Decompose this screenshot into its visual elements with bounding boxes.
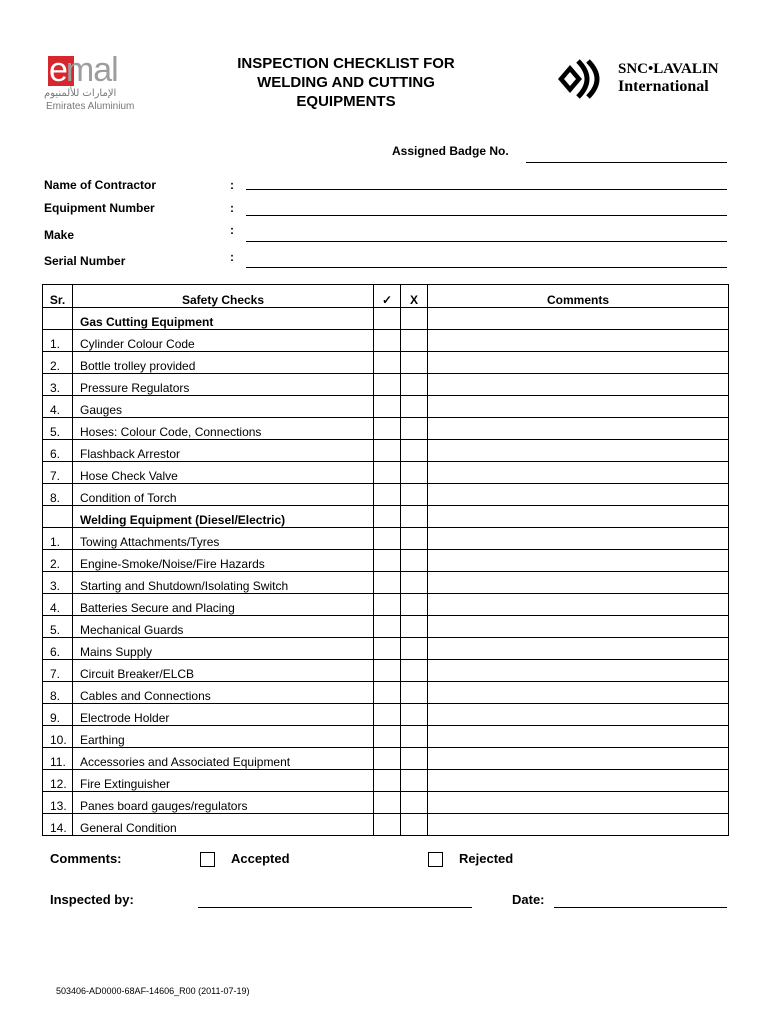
comments-cell[interactable] [428, 352, 729, 374]
tick-cell[interactable] [374, 616, 401, 638]
tick-cell[interactable] [374, 682, 401, 704]
comments-cell[interactable] [428, 748, 729, 770]
row-check-item: General Condition [73, 814, 374, 836]
tick-cell[interactable] [374, 792, 401, 814]
emal-english-text: Emirates Aluminium [46, 101, 135, 112]
tick-cell[interactable] [374, 770, 401, 792]
table-row [43, 814, 729, 836]
row-sr: 6. [43, 638, 73, 660]
comments-cell[interactable] [428, 550, 729, 572]
table-row [43, 682, 729, 704]
row-check-item: Panes board gauges/regulators [73, 792, 374, 814]
row-sr: 1. [43, 528, 73, 550]
comments-cell[interactable] [428, 506, 729, 528]
serial-number-label: Serial Number [44, 254, 126, 268]
cross-cell[interactable] [401, 726, 428, 748]
cross-cell[interactable] [401, 440, 428, 462]
comments-cell[interactable] [428, 374, 729, 396]
row-sr: 1. [43, 330, 73, 352]
cross-cell[interactable] [401, 462, 428, 484]
row-sr: 3. [43, 374, 73, 396]
tick-cell[interactable] [374, 550, 401, 572]
comments-cell[interactable] [428, 616, 729, 638]
field-colon: : [230, 250, 234, 264]
row-sr: 13. [43, 792, 73, 814]
header-cross: X [401, 285, 428, 308]
row-sr: 10. [43, 726, 73, 748]
make-label: Make [44, 228, 75, 242]
row-check-item: Flashback Arrestor [73, 440, 374, 462]
cross-cell[interactable] [401, 616, 428, 638]
tick-cell[interactable] [374, 594, 401, 616]
cross-cell[interactable] [401, 550, 428, 572]
table-row [43, 396, 729, 418]
cross-cell[interactable] [401, 748, 428, 770]
section-header-row [43, 506, 729, 528]
row-sr: 7. [43, 660, 73, 682]
tick-cell[interactable] [374, 330, 401, 352]
row-check-item: Hose Check Valve [73, 462, 374, 484]
rejected-label: Rejected [459, 851, 514, 866]
row-sr: 7. [43, 462, 73, 484]
header-sr: Sr. [43, 285, 73, 308]
document-reference: 503406-AD0000-68AF-14606_R00 (2011-07-19) [56, 986, 250, 996]
rejected-checkbox[interactable] [428, 852, 443, 867]
cross-cell[interactable] [401, 792, 428, 814]
section-title: Welding Equipment (Diesel/Electric) [73, 506, 374, 528]
row-sr: 6. [43, 440, 73, 462]
contractor-input-line[interactable] [246, 189, 727, 190]
row-sr: 8. [43, 682, 73, 704]
section-sr-cell [43, 506, 73, 528]
tick-cell[interactable] [374, 506, 401, 528]
comments-cell[interactable] [428, 726, 729, 748]
table-row [43, 748, 729, 770]
header-safety-checks: Safety Checks [73, 285, 374, 308]
snc-name-line1: SNC•LAVALIN [618, 61, 719, 77]
field-colon: : [230, 201, 234, 215]
table-row [43, 484, 729, 506]
equipment-number-input-line[interactable] [246, 215, 727, 216]
row-check-item: Mechanical Guards [73, 616, 374, 638]
row-check-item: Pressure Regulators [73, 374, 374, 396]
comments-cell[interactable] [428, 792, 729, 814]
table-row [43, 638, 729, 660]
cross-cell[interactable] [401, 594, 428, 616]
make-input-line[interactable] [246, 241, 727, 242]
row-check-item: Electrode Holder [73, 704, 374, 726]
cross-cell[interactable] [401, 506, 428, 528]
cross-cell[interactable] [401, 528, 428, 550]
field-colon: : [230, 223, 234, 237]
table-row [43, 704, 729, 726]
cross-cell[interactable] [401, 682, 428, 704]
header-tick: ✓ [374, 285, 401, 308]
row-sr: 4. [43, 396, 73, 418]
inspected-by-input-line[interactable] [198, 907, 472, 908]
contractor-label: Name of Contractor [44, 178, 157, 192]
comments-cell[interactable] [428, 462, 729, 484]
cross-cell[interactable] [401, 660, 428, 682]
row-check-item: Batteries Secure and Placing [73, 594, 374, 616]
cross-cell[interactable] [401, 572, 428, 594]
cross-cell[interactable] [401, 374, 428, 396]
tick-cell[interactable] [374, 484, 401, 506]
tick-cell[interactable] [374, 440, 401, 462]
row-check-item: Cables and Connections [73, 682, 374, 704]
row-sr: 5. [43, 418, 73, 440]
table-row [43, 330, 729, 352]
cross-cell[interactable] [401, 638, 428, 660]
row-sr: 8. [43, 484, 73, 506]
tick-cell[interactable] [374, 308, 401, 330]
emal-logo [44, 50, 144, 116]
emal-arabic-text: الإمارات للألمنيوم [44, 88, 117, 99]
badge-label: Assigned Badge No. [392, 144, 509, 158]
table-row [43, 352, 729, 374]
equipment-number-label: Equipment Number [44, 201, 155, 215]
section-header-row [43, 308, 729, 330]
checklist-table [42, 284, 729, 836]
table-row [43, 462, 729, 484]
table-row [43, 572, 729, 594]
tick-cell[interactable] [374, 396, 401, 418]
comments-cell[interactable] [428, 396, 729, 418]
table-row [43, 660, 729, 682]
row-check-item: Accessories and Associated Equipment [73, 748, 374, 770]
section-title: Gas Cutting Equipment [73, 308, 374, 330]
row-check-item: Engine-Smoke/Noise/Fire Hazards [73, 550, 374, 572]
row-check-item: Starting and Shutdown/Isolating Switch [73, 572, 374, 594]
section-sr-cell [43, 308, 73, 330]
comments-cell[interactable] [428, 418, 729, 440]
cross-cell[interactable] [401, 770, 428, 792]
cross-cell[interactable] [401, 308, 428, 330]
tick-cell[interactable] [374, 352, 401, 374]
comments-cell[interactable] [428, 330, 729, 352]
table-row [43, 528, 729, 550]
table-row [43, 792, 729, 814]
row-check-item: Circuit Breaker/ELCB [73, 660, 374, 682]
table-row [43, 594, 729, 616]
row-sr: 9. [43, 704, 73, 726]
tick-cell[interactable] [374, 374, 401, 396]
comments-cell[interactable] [428, 484, 729, 506]
comments-cell[interactable] [428, 660, 729, 682]
comments-cell[interactable] [428, 770, 729, 792]
comments-cell[interactable] [428, 308, 729, 330]
cross-cell[interactable] [401, 704, 428, 726]
cross-cell[interactable] [401, 396, 428, 418]
table-row [43, 374, 729, 396]
date-label: Date: [512, 892, 545, 907]
emal-logo-text: emal [49, 51, 118, 89]
cross-cell[interactable] [401, 418, 428, 440]
table-row [43, 770, 729, 792]
comments-cell[interactable] [428, 682, 729, 704]
cross-cell[interactable] [401, 814, 428, 836]
tick-cell[interactable] [374, 638, 401, 660]
header-comments: Comments [428, 285, 729, 308]
badge-input-line[interactable] [526, 162, 727, 163]
table-row [43, 616, 729, 638]
row-sr: 11. [43, 748, 73, 770]
row-check-item: Fire Extinguisher [73, 770, 374, 792]
row-sr: 14. [43, 814, 73, 836]
tick-cell[interactable] [374, 418, 401, 440]
row-sr: 5. [43, 616, 73, 638]
accepted-checkbox[interactable] [200, 852, 215, 867]
document-title: INSPECTION CHECKLIST FOR WELDING AND CUTTING EQUIPMENTS [237, 55, 455, 110]
snc-lavalin-logo [556, 57, 736, 101]
comments-cell[interactable] [428, 594, 729, 616]
cross-cell[interactable] [401, 330, 428, 352]
tick-cell[interactable] [374, 660, 401, 682]
comments-cell[interactable] [428, 528, 729, 550]
table-row [43, 726, 729, 748]
row-check-item: Bottle trolley provided [73, 352, 374, 374]
comments-cell[interactable] [428, 572, 729, 594]
tick-cell[interactable] [374, 726, 401, 748]
cross-cell[interactable] [401, 352, 428, 374]
date-input-line[interactable] [554, 907, 727, 908]
table-row [43, 440, 729, 462]
tick-cell[interactable] [374, 814, 401, 836]
snc-lavalin-emblem-icon [556, 57, 608, 101]
row-sr: 2. [43, 352, 73, 374]
row-check-item: Cylinder Colour Code [73, 330, 374, 352]
row-sr: 3. [43, 572, 73, 594]
row-sr: 4. [43, 594, 73, 616]
comments-cell[interactable] [428, 704, 729, 726]
cross-cell[interactable] [401, 484, 428, 506]
row-check-item: Condition of Torch [73, 484, 374, 506]
table-row [43, 550, 729, 572]
row-check-item: Towing Attachments/Tyres [73, 528, 374, 550]
tick-cell[interactable] [374, 748, 401, 770]
comments-cell[interactable] [428, 814, 729, 836]
tick-cell[interactable] [374, 704, 401, 726]
row-sr: 2. [43, 550, 73, 572]
inspected-by-label: Inspected by: [50, 892, 134, 907]
table-header-row [43, 285, 729, 308]
row-check-item: Earthing [73, 726, 374, 748]
row-check-item: Mains Supply [73, 638, 374, 660]
table-row [43, 418, 729, 440]
row-sr: 12. [43, 770, 73, 792]
comments-label: Comments: [50, 851, 122, 866]
tick-cell[interactable] [374, 528, 401, 550]
comments-cell[interactable] [428, 440, 729, 462]
snc-name-line2: International [618, 78, 709, 95]
tick-cell[interactable] [374, 572, 401, 594]
row-check-item: Hoses: Colour Code, Connections [73, 418, 374, 440]
row-check-item: Gauges [73, 396, 374, 418]
serial-number-input-line[interactable] [246, 267, 727, 268]
tick-cell[interactable] [374, 462, 401, 484]
field-colon: : [230, 178, 234, 192]
accepted-label: Accepted [231, 851, 290, 866]
comments-cell[interactable] [428, 638, 729, 660]
